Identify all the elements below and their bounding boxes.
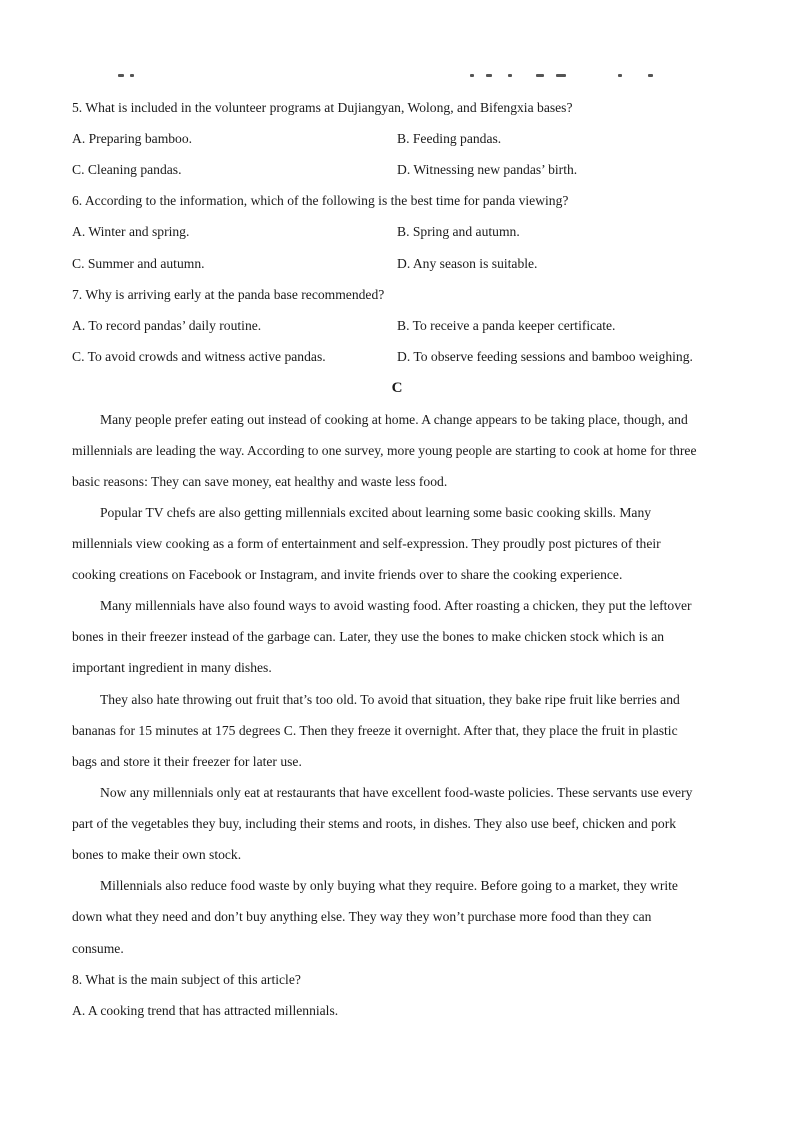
question-5-option-c: C. Cleaning pandas. xyxy=(72,162,182,177)
passage-line: cooking creations on Facebook or Instagram, and invite friends over to share the cooking experience. xyxy=(72,567,623,582)
question-5-option-b: B. Feeding pandas. xyxy=(397,131,502,146)
passage-line: millennials are leading the way. According to one survey, more young people are starting to cook at home for three xyxy=(72,443,697,458)
question-6-stem: 6. According to the information, which of the following is the best time for panda viewing? xyxy=(72,193,569,208)
question-6-option-d: D. Any season is suitable. xyxy=(397,256,538,271)
passage-line: Popular TV chefs are also getting millennials excited about learning some basic cooking skills. Many xyxy=(100,505,652,520)
question-7-option-d: D. To observe feeding sessions and bamboo weighing. xyxy=(397,349,693,364)
passage-line: important ingredient in many dishes. xyxy=(72,660,272,675)
question-5-stem: 5. What is included in the volunteer programs at Dujiangyan, Wolong, and Bifengxia bases? xyxy=(72,100,573,115)
passage-line: They also hate throwing out fruit that’s too old. To avoid that situation, they bake ripe fruit like berries and xyxy=(100,692,680,707)
cropped-text-line xyxy=(118,74,658,80)
question-6-option-b: B. Spring and autumn. xyxy=(397,224,520,239)
passage-line: millennials view cooking as a form of entertainment and self-expression. They proudly post pictures of their xyxy=(72,536,661,551)
passage-line: bananas for 15 minutes at 175 degrees C. Then they freeze it overnight. After that, they place the fruit in plastic xyxy=(72,723,678,738)
question-7-option-b: B. To receive a panda keeper certificate. xyxy=(397,318,616,333)
passage-line: Now any millennials only eat at restaurants that have excellent food-waste policies. These servants use every xyxy=(100,785,693,800)
passage-line: part of the vegetables they buy, including their stems and roots, in dishes. They also use beef, chicken and pork xyxy=(72,816,677,831)
passage-line: bones to make their own stock. xyxy=(72,847,242,862)
question-8-option-a: A. A cooking trend that has attracted millennials. xyxy=(72,1003,339,1018)
question-8-stem: 8. What is the main subject of this article? xyxy=(72,972,301,987)
passage-line: down what they need and don’t buy anything else. They way they won’t purchase more food than they can xyxy=(72,909,652,924)
passage-line: bags and store it their freezer for later use. xyxy=(72,754,302,769)
section-heading: C xyxy=(391,380,403,396)
passage-line: basic reasons: They can save money, eat healthy and waste less food. xyxy=(72,474,448,489)
question-7-option-a: A. To record pandas’ daily routine. xyxy=(72,318,262,333)
passage-line: consume. xyxy=(72,941,124,956)
question-5-option-d: D. Witnessing new pandas’ birth. xyxy=(397,162,578,177)
question-5-option-a: A. Preparing bamboo. xyxy=(72,131,193,146)
question-7-stem: 7. Why is arriving early at the panda base recommended? xyxy=(72,287,385,302)
question-6-option-c: C. Summer and autumn. xyxy=(72,256,205,271)
passage-line: Many people prefer eating out instead of cooking at home. A change appears to be taking place, though, and xyxy=(100,412,688,427)
question-6-option-a: A. Winter and spring. xyxy=(72,224,190,239)
passage-line: Many millennials have also found ways to avoid wasting food. After roasting a chicken, they put the leftover xyxy=(100,598,692,613)
passage-line: bones in their freezer instead of the garbage can. Later, they use the bones to make chicken stock which is an xyxy=(72,629,665,644)
question-7-option-c: C. To avoid crowds and witness active pandas. xyxy=(72,349,326,364)
passage-line: Millennials also reduce food waste by only buying what they require. Before going to a market, they write xyxy=(100,878,678,893)
